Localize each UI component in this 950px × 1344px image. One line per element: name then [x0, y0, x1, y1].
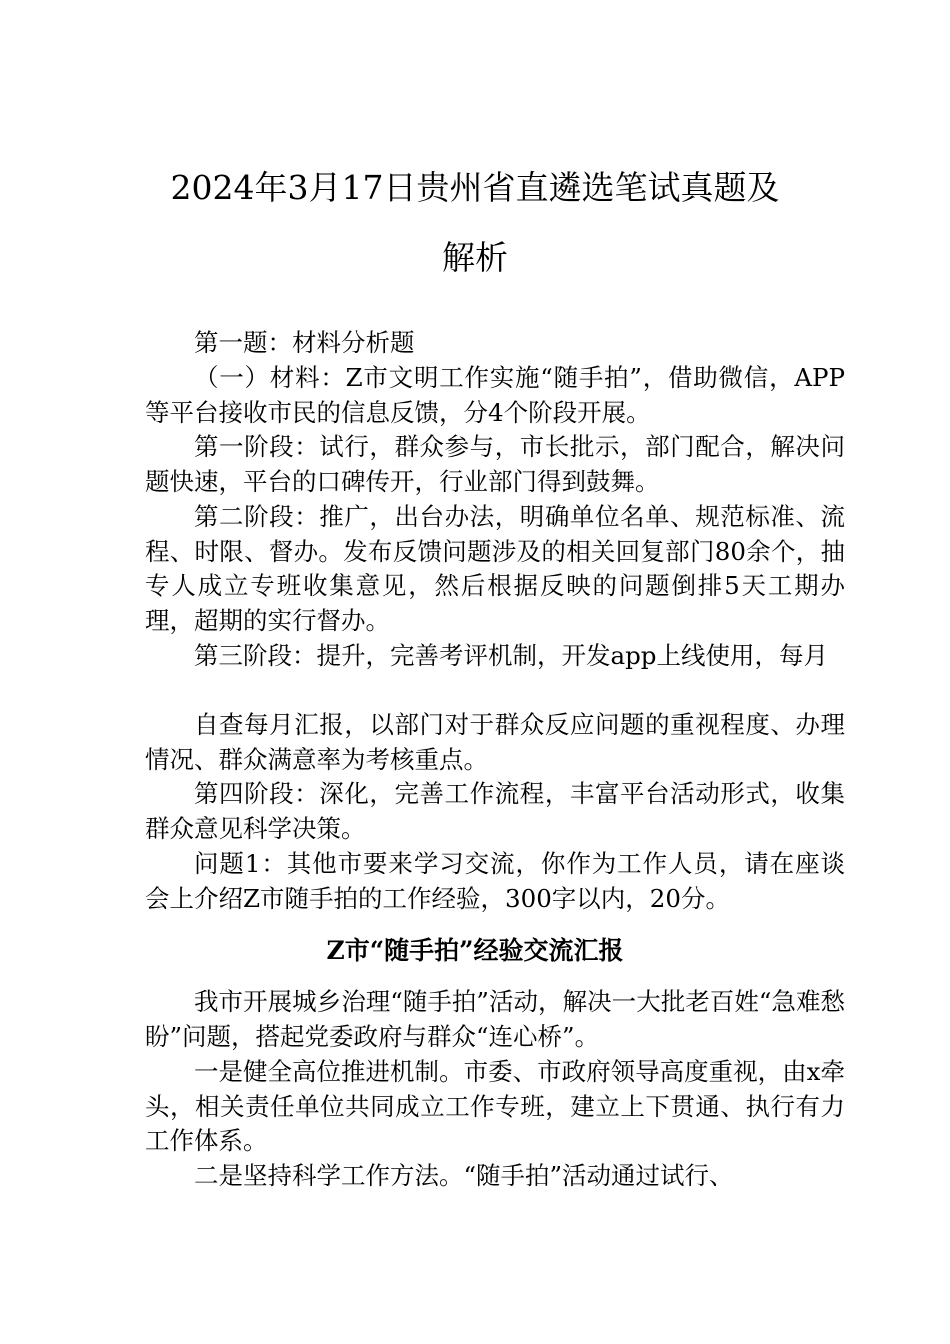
- stage-4-paragraph: 第四阶段：深化，完善工作流程，丰富平台活动形式，收集群众意见科学决策。: [145, 779, 845, 843]
- answer-paragraph-1: 我市开展城乡治理“随手拍”活动，解决一大批老百姓“急难愁盼”问题，搭起党委政府与群众“连心桥”。: [145, 987, 845, 1051]
- stage-3-paragraph: 第三阶段：提升，完善考评机制，开发app上线使用，每月: [194, 641, 828, 670]
- material-intro-paragraph: （一）材料：Z市文明工作实施“随手拍”，借助微信，APP等平台接收市民的信息反馈，分4个阶段开展。: [145, 363, 845, 427]
- stage-1-paragraph: 第一阶段：试行，群众参与，市长批示，部门配合，解决问题快速，平台的口碑传开，行业部门得到鼓舞。: [145, 432, 845, 496]
- answer-subtitle: Z市“随手拍”经验交流汇报: [326, 936, 624, 965]
- document-title-line-2: 解析: [442, 238, 508, 277]
- stage-3-continued-paragraph: 自查每月汇报，以部门对于群众反应问题的重视程度、办理情况、群众满意率为考核重点。: [145, 710, 845, 774]
- stage-2-paragraph: 第二阶段：推广，出台办法，明确单位名单、规范标准、流程、时限、督办。发布反馈问题涉及的相关回复部门80余个，抽专人成立专班收集意见，然后根据反映的问题倒排5天工期办理，超期的实行督办。: [145, 502, 845, 635]
- question-heading: 第一题：材料分析题: [194, 328, 415, 357]
- answer-paragraph-3: 二是坚持科学工作方法。“随手拍”活动通过试行、: [194, 1161, 734, 1190]
- question-1-paragraph: 问题1：其他市要来学习交流，你作为工作人员，请在座谈会上介绍Z市随手拍的工作经验，300字以内，20分。: [145, 849, 845, 913]
- document-title-line-1: 2024年3月17日贵州省直遴选笔试真题及: [170, 168, 780, 207]
- answer-paragraph-2: 一是健全高位推进机制。市委、市政府领导高度重视，由x牵头，相关责任单位共同成立工作专班，建立上下贯通、执行有力工作体系。: [145, 1057, 845, 1156]
